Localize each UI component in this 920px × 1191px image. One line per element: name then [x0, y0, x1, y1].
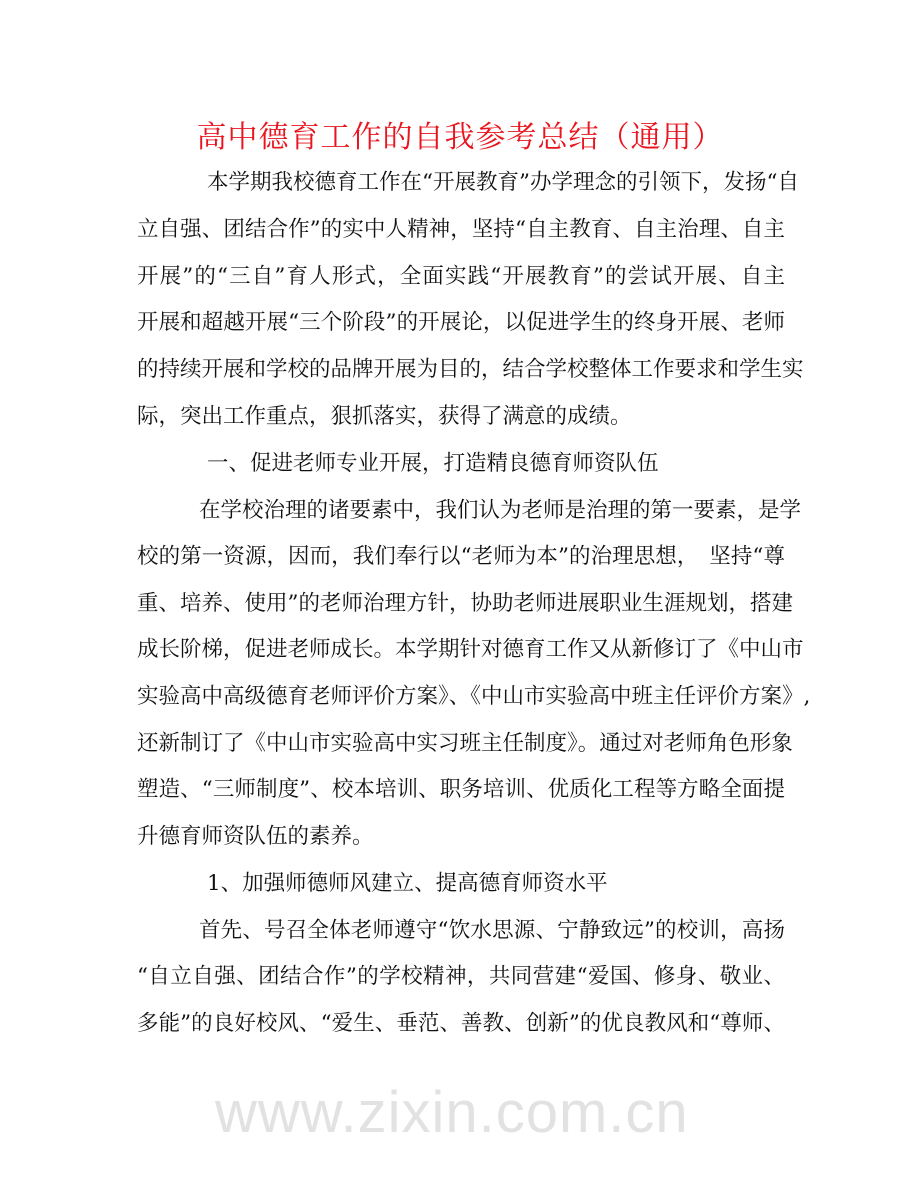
paragraph-line: 塑造、“三师制度”、校本培训、职务培训、优质化工程等方略全面提 [137, 777, 785, 802]
paragraph-line: 际，突出工作重点，狠抓落实，获得了满意的成绩。 [137, 404, 632, 429]
subsection-heading: 1、加强师德师风建立、提高德育师资水平 [207, 871, 608, 896]
paragraph-line: 在学校治理的诸要素中，我们认为老师是治理的第一要素，是学 [199, 498, 802, 523]
paragraph-line: 重、培养、使用”的老师治理方针，协助老师进展职业生涯规划，搭建 [137, 591, 793, 616]
paragraph-line: “自立自强、团结合作”的学校精神，共同营建“爱国、修身、敬业、 [137, 964, 785, 989]
paragraph-line: 还新制订了《中山市实验高中实习班主任制度》。通过对老师角色形象 [137, 731, 793, 756]
paragraph-line: 本学期我校德育工作在“开展教育”办学理念的引领下，发扬“自 [207, 170, 799, 195]
paragraph-line: 开展”的“三自”育人形式，全面实践“开展教育”的尝试开展、自主 [137, 264, 785, 289]
paragraph-line: 校的第一资源，因而，我们奉行以“老师为本”的治理思想， 坚持“尊 [137, 544, 785, 569]
paragraph-line: 实验高中高级德育老师评价方案》、《中山市实验高中班主任评价方案》, [137, 684, 811, 709]
paragraph-line: 立自强、团结合作”的实中人精神，坚持“自主教育、自主治理、自主 [137, 217, 785, 242]
watermark: www.zixin.com.cn [215, 1080, 689, 1145]
paragraph-line: 多能”的良好校风、“爱生、垂范、善教、创新”的优良教风和“尊师、 [137, 1011, 785, 1036]
paragraph-line: 首先、号召全体老师遵守“饮水思源、宁静致远”的校训，高扬 [199, 918, 785, 943]
paragraph-line: 的持续开展和学校的品牌开展为目的，结合学校整体工作要求和学生实 [137, 357, 804, 382]
document-title: 高中德育工作的自我参考总结（通用） [196, 120, 724, 155]
paragraph-line: 开展和超越开展“三个阶段”的开展论，以促进学生的终身开展、老师 [137, 310, 785, 335]
section-heading: 一、促进老师专业开展，打造精良德育师资队伍 [207, 451, 659, 476]
paragraph-line: 成长阶梯，促进老师成长。本学期针对德育工作又从新修订了《中山市 [137, 637, 804, 662]
paragraph-line: 升德育师资队伍的素养。 [137, 824, 374, 849]
